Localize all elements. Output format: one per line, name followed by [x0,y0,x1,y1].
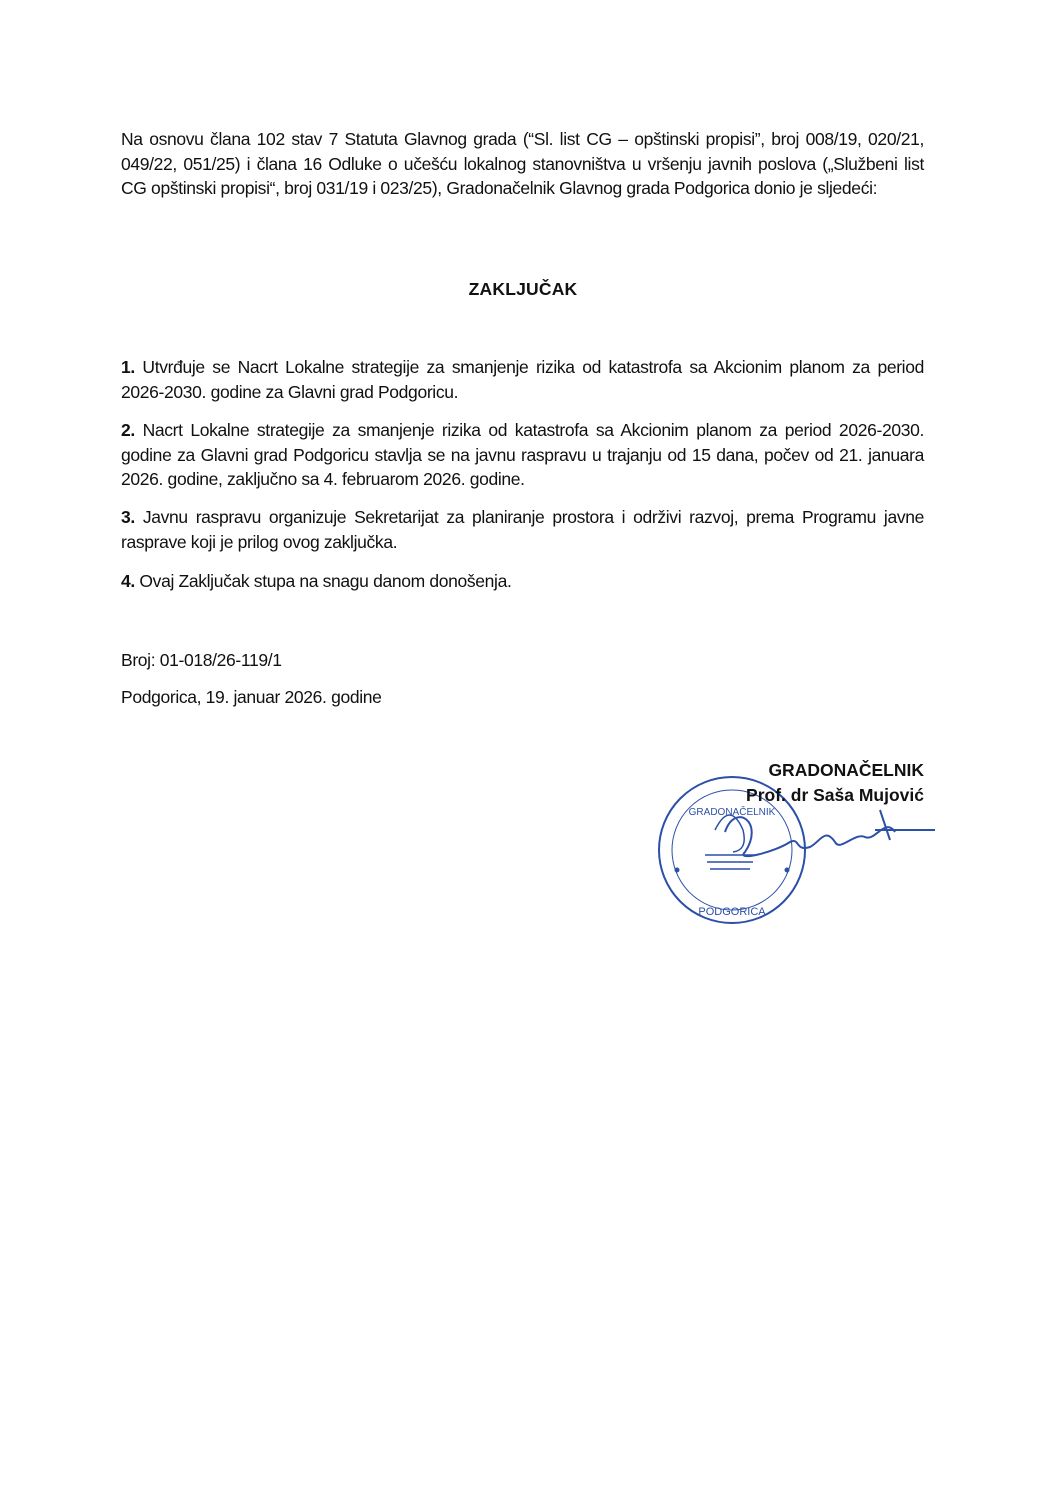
item-number: 1. [121,357,135,377]
place-date: Podgorica, 19. januar 2026. godine [121,687,382,707]
preamble: Na osnovu člana 102 stav 7 Statuta Glavnog grada (“Sl. list CG – opštinski propisi”, broj 008/19, 020/21, 049/22, 051/25) i člana 16 Odluke o učešću lokalnog stanovništva u vršenju javnih poslova („Službeni list CG opštinski propisi“, broj 031/19 i 023/25), Gradonačelnik Glavnog grada Podgorica donio je sljedeći: [121,129,924,199]
stamp-bottom-text: PODGORICA [698,906,766,918]
item-text: Ovaj Zaključak stupa na snagu danom donošenja. [134,571,512,591]
item-text: Utvrđuje se Nacrt Lokalne strategije za smanjenje rizika od katastrofa sa Akcionim planom za period 2026-2030. godine za Glavni grad Podgoricu. [121,357,924,402]
stamp-inner-text: GRADONAČELNIK [688,807,776,818]
document-title: ZAKLJUČAK [468,279,578,299]
reference-number: Broj: 01-018/26-119/1 [121,650,282,670]
signatory-role: GRADONAČELNIK [768,760,924,780]
list-item [121,569,924,594]
signatory-name: Prof. dr Saša Mujović [746,785,924,805]
list-item [121,355,924,404]
list-item [121,418,924,492]
item-number: 4. [121,571,135,591]
list-item [121,505,924,554]
item-number: 3. [121,507,135,527]
item-text: Javnu raspravu organizuje Sekretarijat za planiranje prostora i održivi razvoj, prema Programu javne rasprave koji je prilog ovog zaključka. [121,507,924,552]
item-number: 2. [121,420,135,440]
item-text: Nacrt Lokalne strategije za smanjenje rizika od katastrofa sa Akcionim planom za period 2026-2030. godine za Glavni grad Podgoricu stavlja se na javnu raspravu u trajanju od 15 dana, počev od 21. januara 2026. godine, zaključno sa 4. februarom 2026. godine. [121,420,924,490]
